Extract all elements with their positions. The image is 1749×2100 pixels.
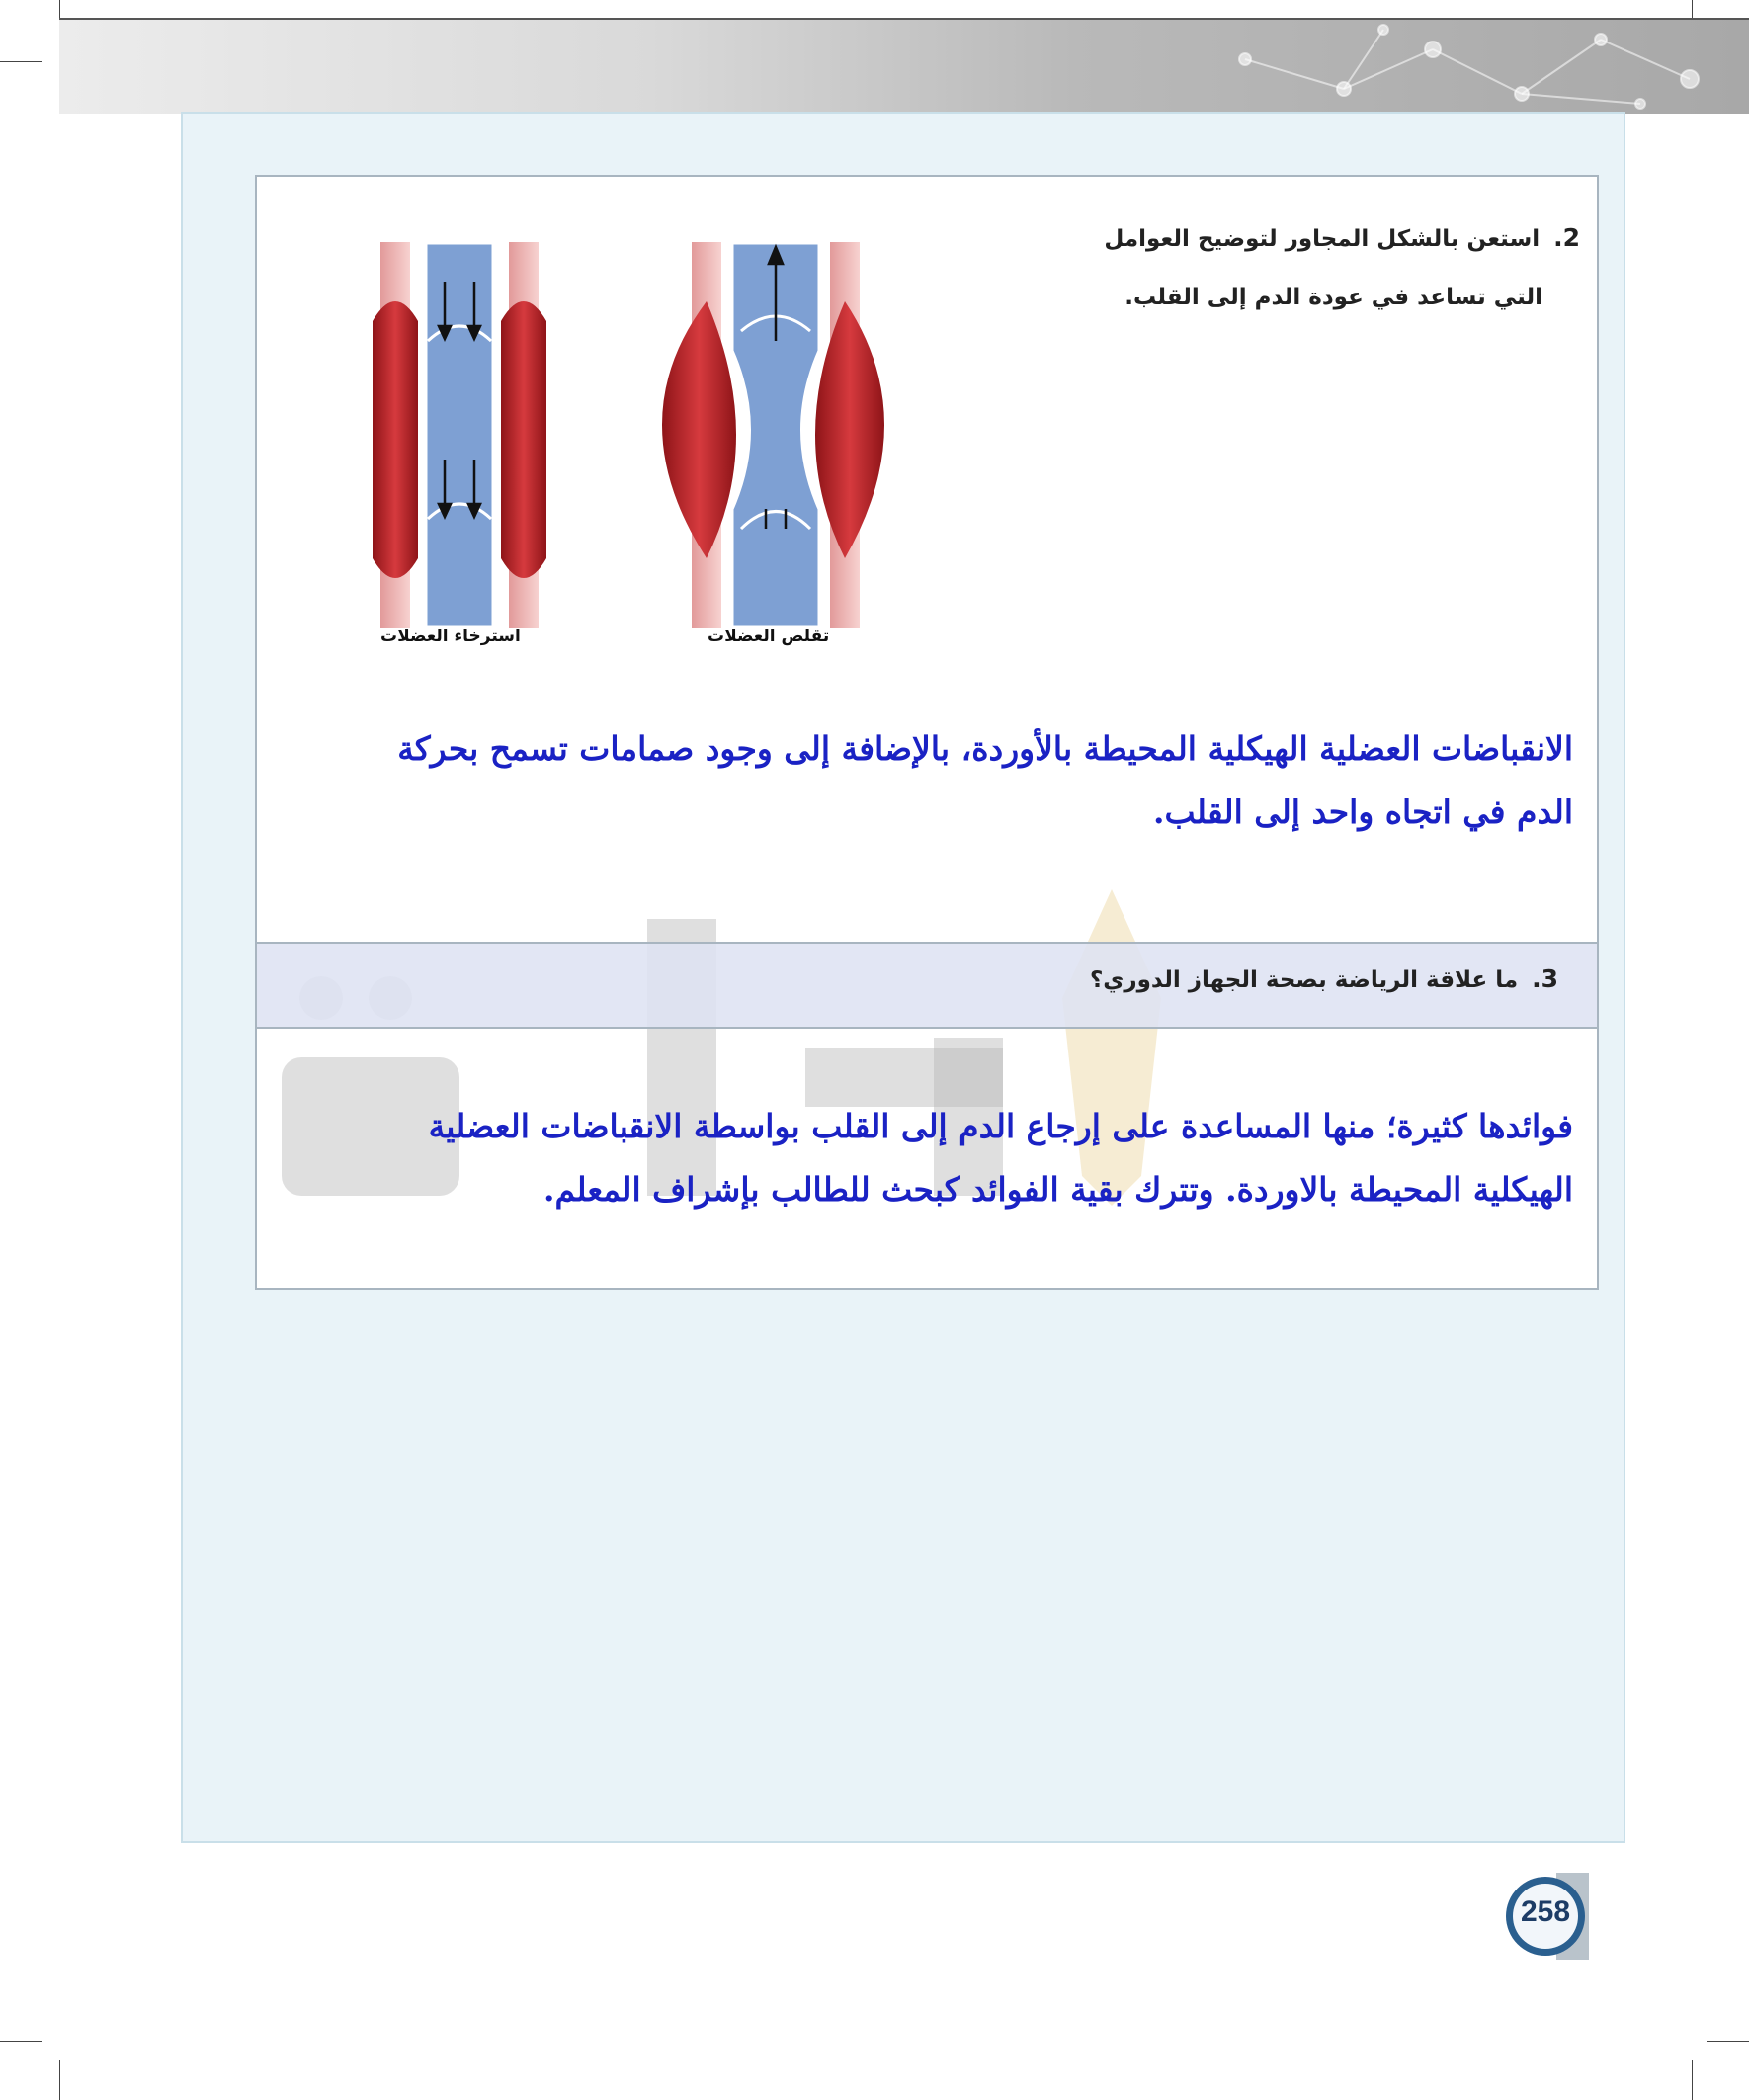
question-3 <box>1090 965 1558 993</box>
crop-mark <box>59 2060 60 2100</box>
caption-muscle-relaxation: استرخاء العضلات <box>380 627 521 646</box>
crop-mark <box>1707 2041 1749 2042</box>
crop-mark <box>0 61 42 62</box>
question-2-line-1 <box>1104 223 1580 252</box>
caption-muscle-contraction: تقلص العضلات <box>708 627 830 646</box>
answer-2-text: الانقباضات العضلية الهيكلية المحيطة بالأوردة، بالإضافة إلى وجود صمامات تسمح بحركة الدم في اتجاه واحد إلى القلب. <box>397 729 1573 831</box>
page-number: 258 <box>1520 1895 1571 1928</box>
question-2-line-2: التي تساعد في عودة الدم إلى القلب. <box>1124 285 1542 310</box>
contracted-muscles-illustration <box>662 242 884 628</box>
crop-mark <box>0 2041 42 2042</box>
crop-mark <box>59 0 60 20</box>
vein-muscle-figure <box>351 242 924 628</box>
relaxed-muscles-illustration <box>373 242 546 628</box>
question-2-number: 2. <box>1553 223 1580 252</box>
answer-3-text: فوائدها كثيرة؛ منها المساعدة على إرجاع الدم إلى القلب بواسطة الانقباضات العضلية الهيكلية المحيطة بالاوردة. وتترك بقية الفوائد كبحث للطالب بإشراف المعلم. <box>428 1107 1573 1209</box>
network-decoration <box>59 20 1749 114</box>
question-2-text: استعن بالشكل المجاور لتوضيح العوامل <box>1104 226 1541 252</box>
header-banner <box>59 18 1749 114</box>
question-3-text: ما علاقة الرياضة بصحة الجهاز الدوري؟ <box>1089 967 1519 993</box>
crop-mark <box>1692 2060 1693 2100</box>
crop-mark <box>1692 0 1693 20</box>
question-3-number: 3. <box>1532 965 1558 993</box>
